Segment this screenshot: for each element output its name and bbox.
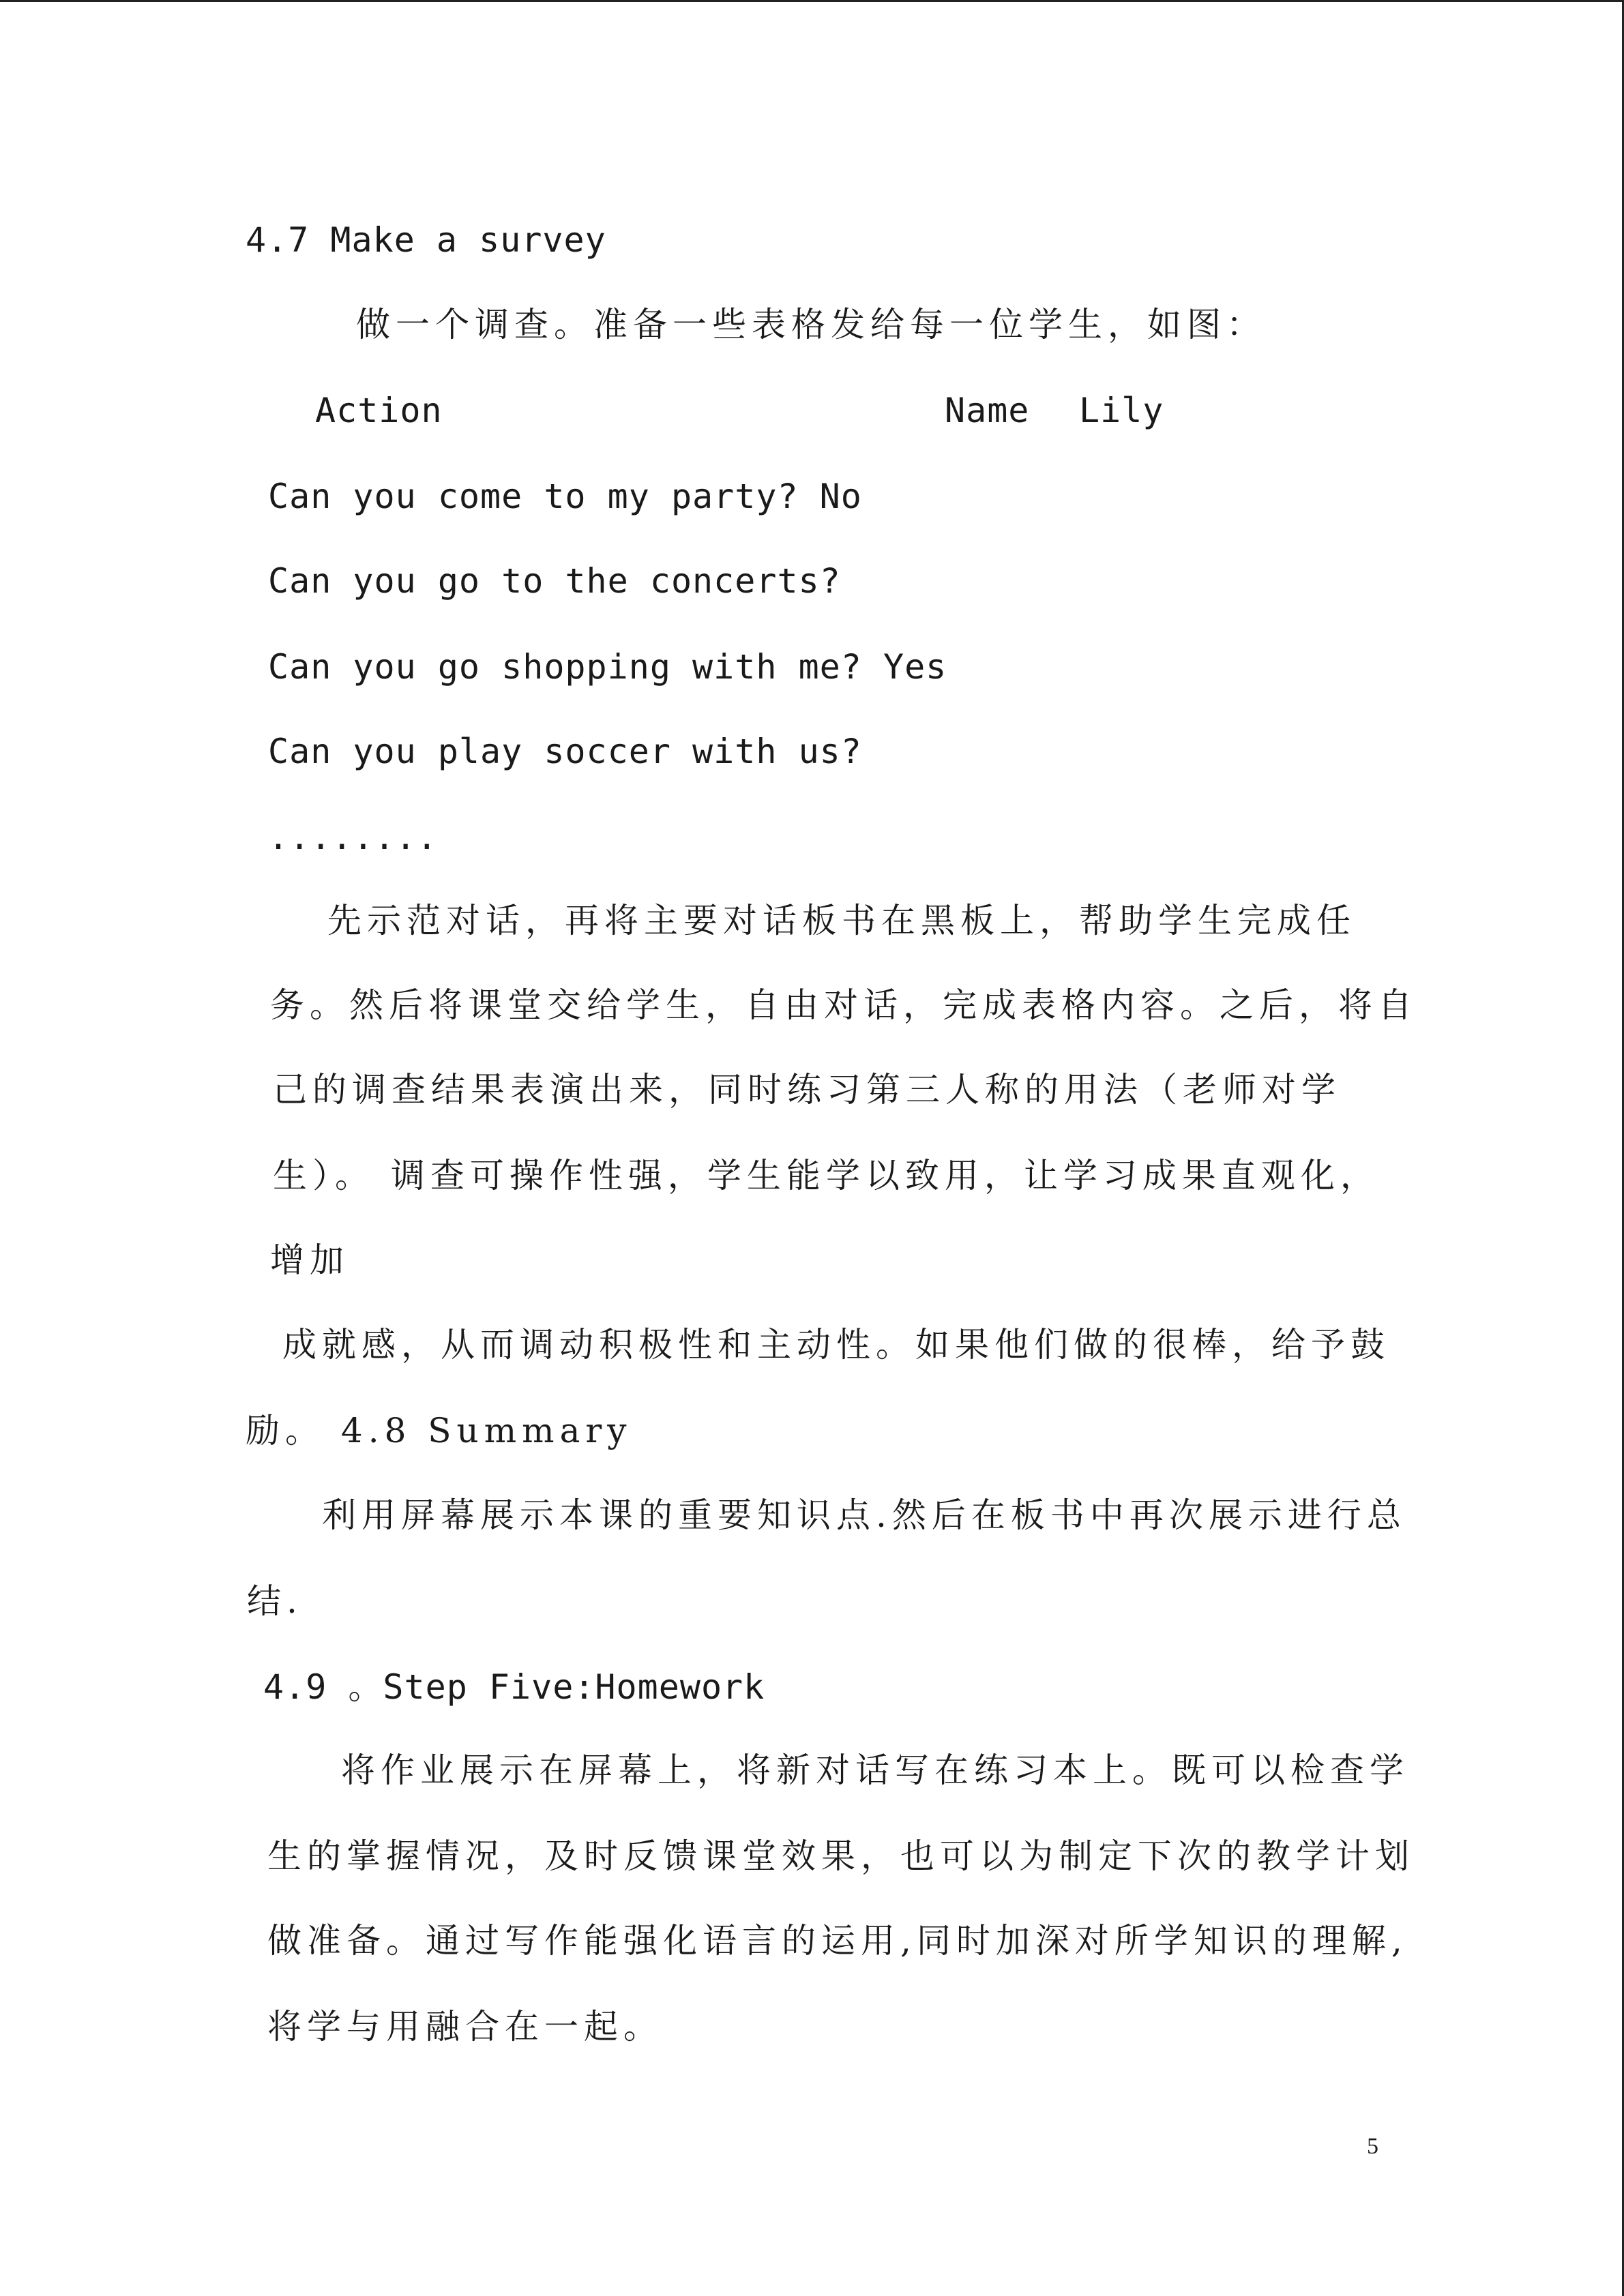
summary-line: 利用屏幕展示本课的重要知识点.然后在板书中再次展示进行总 xyxy=(322,1495,1406,1535)
table-header-name: Name xyxy=(945,391,1030,430)
section-4-7-heading: 4.7 Make a survey xyxy=(246,220,606,260)
section-4-9-heading: 4.9 。Step Five:Homework xyxy=(263,1667,765,1707)
paragraph-line: 先示范对话，再将主要对话板书在黑板上，帮助学生完成任 xyxy=(327,901,1356,940)
survey-row: Can you come to my party? No xyxy=(268,477,862,516)
homework-line: 做准备。通过写作能强化语言的运用,同时加深对所学知识的理解, xyxy=(267,1921,1408,1960)
page-top-border xyxy=(0,0,1624,2)
paragraph-line: 生）。 调查可操作性强，学生能学以致用，让学习成果直观化， xyxy=(273,1156,1380,1195)
paragraph-line-with-heading-4-8: 励。 4.8 Summary xyxy=(246,1411,632,1450)
paragraph-line: 己的调查结果表演出来，同时练习第三人称的用法（老师对学 xyxy=(273,1070,1341,1109)
homework-line: 生的掌握情况，及时反馈课堂效果，也可以为制定下次的教学计划 xyxy=(267,1836,1415,1876)
page-number: 5 xyxy=(1367,2134,1378,2159)
paragraph-line: 务。然后将课堂交给学生，自由对话，完成表格内容。之后，将自 xyxy=(270,985,1417,1025)
survey-intro: 做一个调查。准备一些表格发给每一位学生，如图： xyxy=(356,305,1266,344)
paragraph-line: 成就感，从而调动积极性和主动性。如果他们做的很棒，给予鼓 xyxy=(282,1325,1390,1365)
summary-line: 结. xyxy=(247,1581,303,1621)
homework-line: 将学与用融合在一起。 xyxy=(267,2007,663,2046)
survey-row: Can you go shopping with me? Yes xyxy=(268,647,947,687)
survey-row: Can you play soccer with us? xyxy=(268,732,862,771)
homework-line: 将作业展示在屏幕上，将新对话写在练习本上。既可以检查学 xyxy=(341,1750,1409,1790)
paragraph-line: 增加 xyxy=(270,1240,349,1280)
table-header-action: Action xyxy=(315,391,443,430)
table-header-lily: Lily xyxy=(1079,391,1164,430)
survey-row: Can you go to the concerts? xyxy=(268,561,841,601)
survey-row-ellipsis: ........ xyxy=(268,818,438,857)
